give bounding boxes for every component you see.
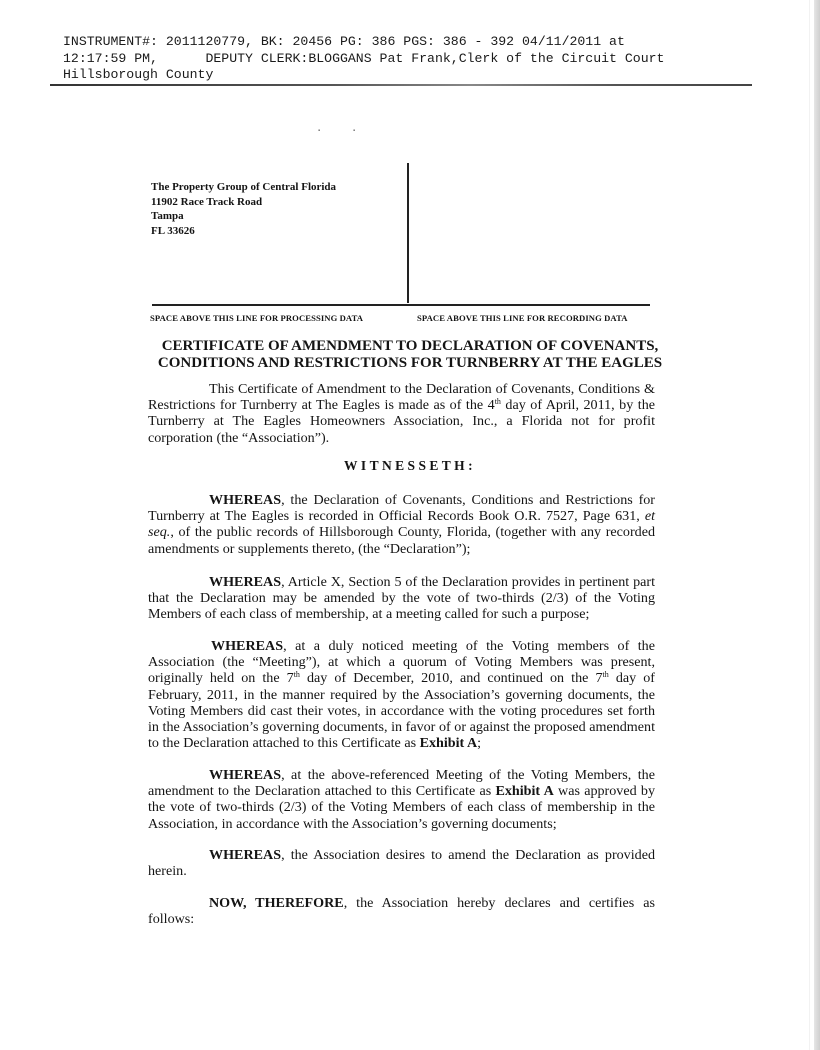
return-address-state-zip: FL 33626 (151, 224, 195, 237)
recital-2: WHEREAS, Article X, Section 5 of the Declaration provides in pertinent part that the Declaration may be amended by the vote of two-thirds (2/3) of the Voting Members of each class of membership, at a meeting called for such a purpose; (148, 574, 655, 623)
recording-stamp (63, 34, 743, 84)
recital-lead: WHEREAS (209, 574, 282, 590)
box-horizontal-rule (152, 304, 650, 306)
recital-1: WHEREAS, the Declaration of Covenants, Conditions and Restrictions for Turnberry at The Eagles is recorded in Official Records Book O.R. 7527, Page 631, et seq., of the public records of Hillsborough County, Florida, (together with any recorded amendments or supplements thereto, (the “Declaration”); (148, 492, 655, 557)
box-vertical-divider (407, 163, 409, 303)
recital-4: WHEREAS, at the above-referenced Meeting of the Voting Members, the amendment to the Declaration attached to this Certificate as Exhibit A was approved by the vote of two-thirds (2/3) of the Voting Members of each class of membership in the Association, in accordance with the Association’s governing documents; (148, 767, 656, 832)
scan-speck: ▪ (318, 128, 321, 134)
recital-5: WHEREAS, the Association desires to amend the Declaration as provided herein. (148, 847, 655, 880)
witnesseth-heading: WITNESSETH: (344, 458, 476, 473)
recording-data-label: SPACE ABOVE THIS LINE FOR RECORDING DATA (417, 313, 628, 323)
now-therefore-paragraph: NOW, THEREFORE, the Association hereby declares and certifies as follows: (148, 895, 656, 928)
recital-lead: WHEREAS (209, 847, 282, 863)
processing-data-label: SPACE ABOVE THIS LINE FOR PROCESSING DATA (150, 313, 364, 323)
recital-lead: WHEREAS (209, 767, 282, 783)
return-address-street: 11902 Race Track Road (151, 195, 263, 208)
stamp-line-3: Hillsborough County (63, 67, 214, 82)
now-therefore-lead: NOW, THEREFORE (209, 895, 344, 911)
stamp-divider (50, 84, 752, 86)
title-line-1: CERTIFICATE OF AMENDMENT TO DECLARATION OF COVENANTS, (161, 338, 659, 354)
recital-lead: WHEREAS (211, 638, 284, 654)
scan-edge-line (809, 0, 810, 1050)
document-title (120, 338, 700, 371)
return-address (151, 180, 336, 238)
stamp-line-2: 12:17:59 PM, DEPUTY CLERK:BLOGGANS Pat Frank,Clerk of the Circuit Court (63, 50, 665, 66)
title-line-2: CONDITIONS AND RESTRICTIONS FOR TURNBERRY AT THE EAGLES (157, 354, 663, 371)
recital-3: WHEREAS, at a duly noticed meeting of the Voting members of the Association (the “Meeting”), at which a quorum of Voting Members was present, originally held on the 7th day of December, 2010, and continued on the 7th day of February, 2011, in the manner required by the Association’s governing documents, the Voting Members did cast their votes, in accordance with the voting procedures set forth in the Association’s governing documents, in favor of or against the proposed amendment to the Declaration attached to this Certificate as Exhibit A; (148, 638, 655, 752)
intro-paragraph: This Certificate of Amendment to the Declaration of Covenants, Conditions & Restrictions for Turnberry at The Eagles is made as of the 4th day of April, 2011, by the Turnberry at The Eagles Homeowners Association, Inc., a Florida not for profit corporation (the “Association”). (148, 381, 655, 446)
return-address-name: The Property Group of Central Florida (151, 181, 337, 193)
stamp-line-1: INSTRUMENT#: 2011120779, BK: 20456 PG: 386 PGS: 386 - 392 04/11/2011 at (63, 34, 625, 49)
scan-speck: ▪ (353, 128, 356, 134)
return-address-city: Tampa (151, 210, 184, 222)
recital-lead: WHEREAS (209, 492, 282, 508)
page-edge-shadow (814, 0, 820, 1050)
